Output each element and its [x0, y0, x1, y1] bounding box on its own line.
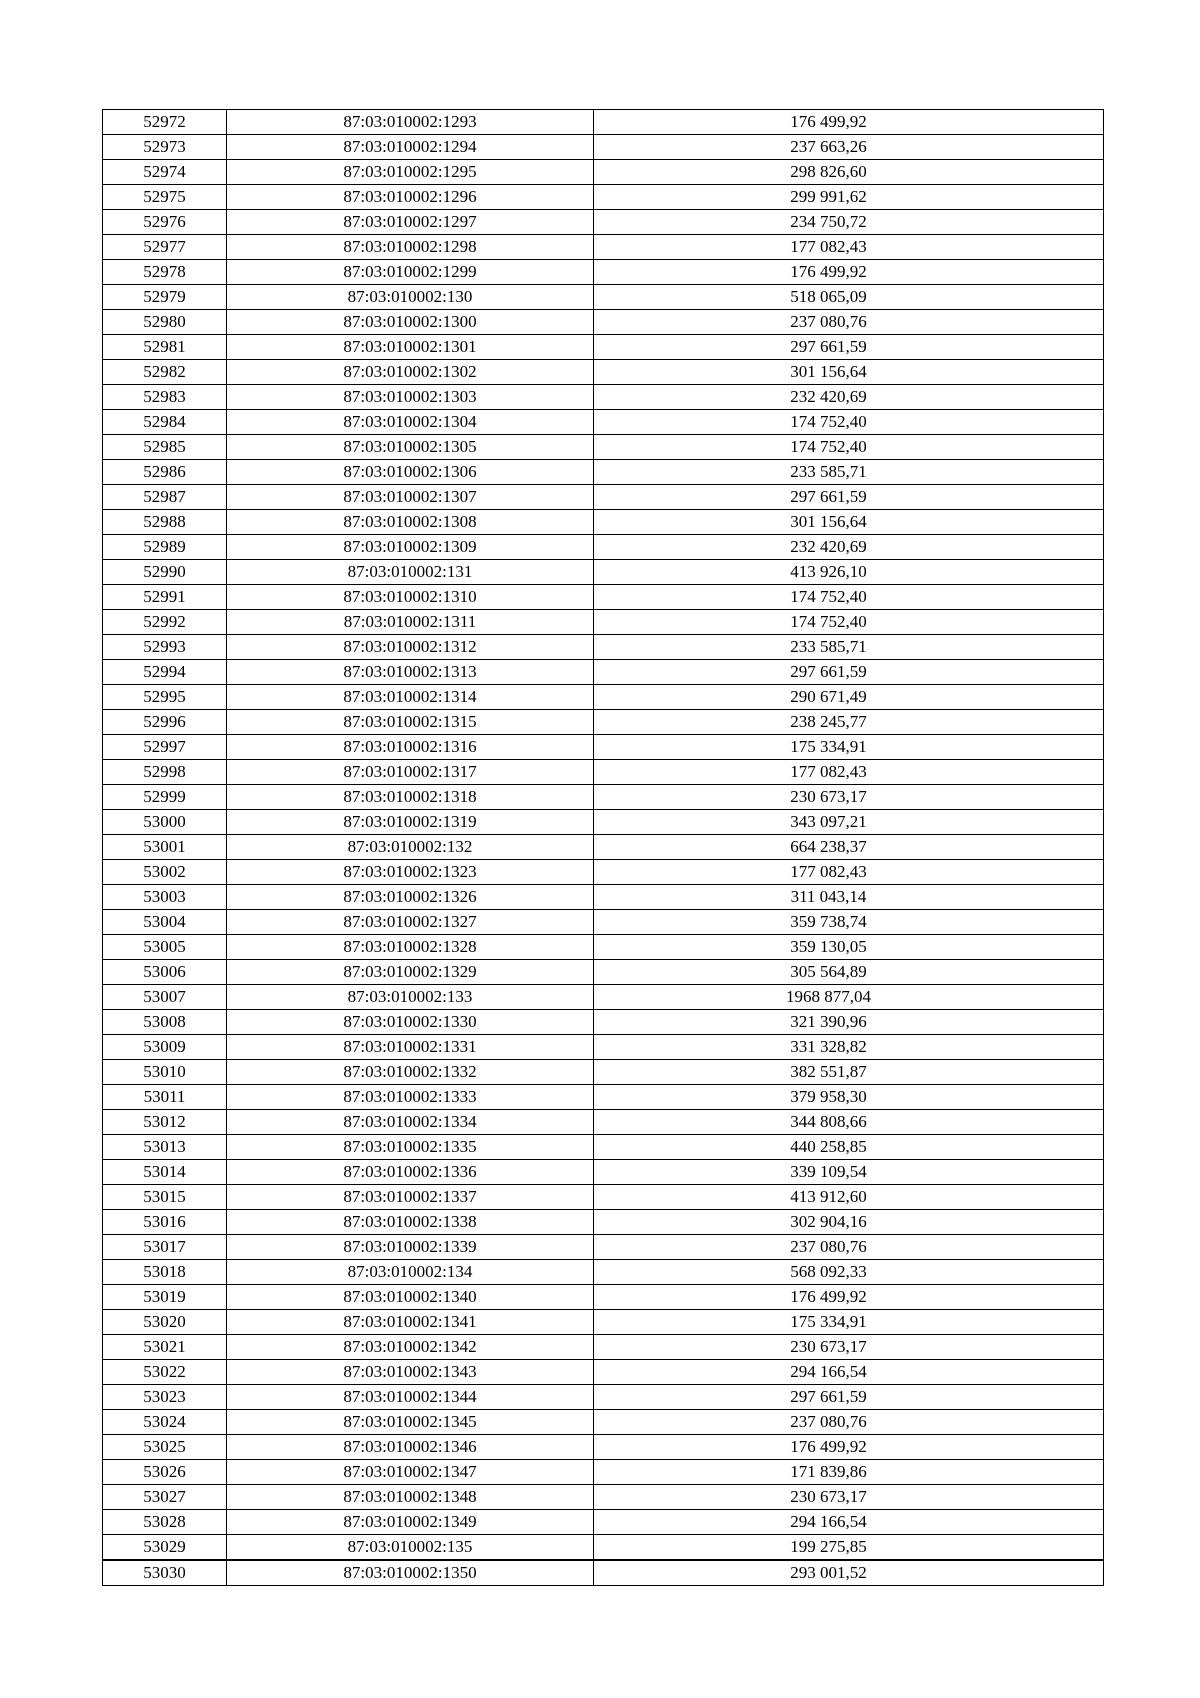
row-number-cell: 52973: [103, 135, 227, 160]
cadastral-value-cell: 237 080,76: [594, 310, 1104, 335]
cadastral-value-cell: 175 334,91: [594, 735, 1104, 760]
table-row: [103, 260, 1104, 285]
cadastral-number-cell: 87:03:010002:1299: [227, 260, 594, 285]
row-number-cell: 53028: [103, 1510, 227, 1535]
table-row: [103, 1085, 1104, 1110]
cadastral-value-cell: 301 156,64: [594, 360, 1104, 385]
row-number-cell: 52996: [103, 710, 227, 735]
cadastral-number-cell: 87:03:010002:130: [227, 285, 594, 310]
cadastral-value-cell: 298 826,60: [594, 160, 1104, 185]
cadastral-value-cell: 174 752,40: [594, 610, 1104, 635]
row-number-cell: 53004: [103, 910, 227, 935]
row-number-cell: 52984: [103, 410, 227, 435]
cadastral-number-cell: 87:03:010002:1330: [227, 1010, 594, 1035]
table-row: [103, 860, 1104, 885]
cadastral-value-cell: 230 673,17: [594, 785, 1104, 810]
cadastral-number-cell: 87:03:010002:1346: [227, 1435, 594, 1460]
table-row: [103, 1335, 1104, 1360]
cadastral-value-cell: 321 390,96: [594, 1010, 1104, 1035]
row-number-cell: 53003: [103, 885, 227, 910]
table-row: [103, 910, 1104, 935]
row-number-cell: 52997: [103, 735, 227, 760]
cadastral-number-cell: 87:03:010002:1311: [227, 610, 594, 635]
cadastral-value-cell: 230 673,17: [594, 1485, 1104, 1510]
cadastral-number-cell: 87:03:010002:1349: [227, 1510, 594, 1535]
row-number-cell: 53012: [103, 1110, 227, 1135]
table-row: [103, 1310, 1104, 1335]
row-number-cell: 52979: [103, 285, 227, 310]
cadastral-value-cell: 177 082,43: [594, 860, 1104, 885]
cadastral-number-cell: 87:03:010002:1317: [227, 760, 594, 785]
cadastral-number-cell: 87:03:010002:1314: [227, 685, 594, 710]
cadastral-value-cell: 440 258,85: [594, 1135, 1104, 1160]
row-number-cell: 53016: [103, 1210, 227, 1235]
table-row: [103, 1410, 1104, 1435]
cadastral-number-cell: 87:03:010002:1304: [227, 410, 594, 435]
cadastral-number-cell: 87:03:010002:1345: [227, 1410, 594, 1435]
table-row: [103, 285, 1104, 310]
cadastral-number-cell: 87:03:010002:1303: [227, 385, 594, 410]
row-number-cell: 53008: [103, 1010, 227, 1035]
row-number-cell: 52987: [103, 485, 227, 510]
cadastral-number-cell: 87:03:010002:1329: [227, 960, 594, 985]
table-row: [103, 185, 1104, 210]
row-number-cell: 53014: [103, 1160, 227, 1185]
table-row: [103, 510, 1104, 535]
cadastral-number-cell: 87:03:010002:1340: [227, 1285, 594, 1310]
cadastral-number-cell: 87:03:010002:131: [227, 560, 594, 585]
cadastral-value-cell: 174 752,40: [594, 585, 1104, 610]
cadastral-value-cell: 294 166,54: [594, 1510, 1104, 1535]
table-row: [103, 1035, 1104, 1060]
row-number-cell: 52975: [103, 185, 227, 210]
row-number-cell: 52990: [103, 560, 227, 585]
table-row: [103, 610, 1104, 635]
table-row: [103, 1435, 1104, 1460]
row-number-cell: 53005: [103, 935, 227, 960]
cadastral-number-cell: 87:03:010002:1323: [227, 860, 594, 885]
cadastral-value-cell: 230 673,17: [594, 1335, 1104, 1360]
table-row: [103, 1485, 1104, 1510]
table-row: [103, 885, 1104, 910]
table-row: [103, 1460, 1104, 1485]
cadastral-number-cell: 87:03:010002:1296: [227, 185, 594, 210]
row-number-cell: 52972: [103, 110, 227, 135]
row-number-cell: 53007: [103, 985, 227, 1010]
cadastral-value-cell: 344 808,66: [594, 1110, 1104, 1135]
cadastral-number-cell: 87:03:010002:1307: [227, 485, 594, 510]
table-row: [103, 460, 1104, 485]
row-number-cell: 52999: [103, 785, 227, 810]
cadastral-value-cell: 290 671,49: [594, 685, 1104, 710]
row-number-cell: 52991: [103, 585, 227, 610]
table-row: [103, 585, 1104, 610]
cadastral-number-cell: 87:03:010002:1331: [227, 1035, 594, 1060]
row-number-cell: 53001: [103, 835, 227, 860]
row-number-cell: 52976: [103, 210, 227, 235]
row-number-cell: 53021: [103, 1335, 227, 1360]
row-number-cell: 53013: [103, 1135, 227, 1160]
cadastral-value-cell: 234 750,72: [594, 210, 1104, 235]
row-number-cell: 52974: [103, 160, 227, 185]
row-number-cell: 53023: [103, 1385, 227, 1410]
row-number-cell: 52980: [103, 310, 227, 335]
cadastral-value-cell: 199 275,85: [594, 1535, 1104, 1561]
cadastral-number-cell: 87:03:010002:1302: [227, 360, 594, 385]
row-number-cell: 53024: [103, 1410, 227, 1435]
cadastral-value-cell: 293 001,52: [594, 1560, 1104, 1586]
cadastral-value-cell: 302 904,16: [594, 1210, 1104, 1235]
cadastral-value-cell: 237 663,26: [594, 135, 1104, 160]
cadastral-number-cell: 87:03:010002:1341: [227, 1310, 594, 1335]
cadastral-number-cell: 87:03:010002:1308: [227, 510, 594, 535]
row-number-cell: 53020: [103, 1310, 227, 1335]
row-number-cell: 53015: [103, 1185, 227, 1210]
cadastral-value-cell: 297 661,59: [594, 335, 1104, 360]
cadastral-value-cell: 174 752,40: [594, 435, 1104, 460]
table-row: [103, 1385, 1104, 1410]
cadastral-number-cell: 87:03:010002:1305: [227, 435, 594, 460]
cadastral-value-cell: 301 156,64: [594, 510, 1104, 535]
cadastral-value-cell: 176 499,92: [594, 1285, 1104, 1310]
table-body: [103, 110, 1104, 1586]
cadastral-value-cell: 174 752,40: [594, 410, 1104, 435]
row-number-cell: 53029: [103, 1535, 227, 1561]
table-row: [103, 1160, 1104, 1185]
cadastral-value-cell: 331 328,82: [594, 1035, 1104, 1060]
table-row: [103, 1285, 1104, 1310]
table-row: [103, 1210, 1104, 1235]
cadastral-value-cell: 299 991,62: [594, 185, 1104, 210]
row-number-cell: 52989: [103, 535, 227, 560]
table-row: [103, 1260, 1104, 1285]
table-row: [103, 210, 1104, 235]
cadastral-value-cell: 1968 877,04: [594, 985, 1104, 1010]
cadastral-number-cell: 87:03:010002:1294: [227, 135, 594, 160]
cadastral-number-cell: 87:03:010002:1310: [227, 585, 594, 610]
cadastral-number-cell: 87:03:010002:1295: [227, 160, 594, 185]
cadastral-number-cell: 87:03:010002:1309: [227, 535, 594, 560]
cadastral-value-cell: 175 334,91: [594, 1310, 1104, 1335]
row-number-cell: 53027: [103, 1485, 227, 1510]
cadastral-number-cell: 87:03:010002:135: [227, 1535, 594, 1561]
cadastral-number-cell: 87:03:010002:1319: [227, 810, 594, 835]
cadastral-number-cell: 87:03:010002:1328: [227, 935, 594, 960]
table-row: [103, 535, 1104, 560]
row-number-cell: 52993: [103, 635, 227, 660]
cadastral-number-cell: 87:03:010002:1333: [227, 1085, 594, 1110]
cadastral-value-cell: 232 420,69: [594, 535, 1104, 560]
table-row: [103, 335, 1104, 360]
table-row: [103, 660, 1104, 685]
row-number-cell: 52995: [103, 685, 227, 710]
table-row: [103, 485, 1104, 510]
cadastral-value-cell: 413 912,60: [594, 1185, 1104, 1210]
row-number-cell: 52983: [103, 385, 227, 410]
cadastral-number-cell: 87:03:010002:1297: [227, 210, 594, 235]
cadastral-value-cell: 237 080,76: [594, 1235, 1104, 1260]
cadastral-value-cell: 238 245,77: [594, 710, 1104, 735]
cadastral-value-cell: 305 564,89: [594, 960, 1104, 985]
row-number-cell: 52977: [103, 235, 227, 260]
table-row: [103, 1235, 1104, 1260]
cadastral-number-cell: 87:03:010002:1338: [227, 1210, 594, 1235]
cadastral-number-cell: 87:03:010002:1336: [227, 1160, 594, 1185]
table-row: [103, 135, 1104, 160]
cadastral-value-cell: 568 092,33: [594, 1260, 1104, 1285]
cadastral-number-cell: 87:03:010002:1300: [227, 310, 594, 335]
row-number-cell: 53006: [103, 960, 227, 985]
table-row: [103, 235, 1104, 260]
table-row: [103, 985, 1104, 1010]
table-row: [103, 1510, 1104, 1535]
cadastral-number-cell: 87:03:010002:1293: [227, 110, 594, 135]
cadastral-number-cell: 87:03:010002:134: [227, 1260, 594, 1285]
cadastral-value-table: [102, 109, 1104, 1586]
cadastral-value-cell: 176 499,92: [594, 110, 1104, 135]
row-number-cell: 53000: [103, 810, 227, 835]
cadastral-value-cell: 297 661,59: [594, 1385, 1104, 1410]
cadastral-number-cell: 87:03:010002:1344: [227, 1385, 594, 1410]
table-row: [103, 435, 1104, 460]
row-number-cell: 52998: [103, 760, 227, 785]
cadastral-value-cell: 379 958,30: [594, 1085, 1104, 1110]
table-row: [103, 1010, 1104, 1035]
table-row: [103, 1060, 1104, 1085]
cadastral-value-cell: 359 130,05: [594, 935, 1104, 960]
row-number-cell: 52988: [103, 510, 227, 535]
table-row: [103, 735, 1104, 760]
row-number-cell: 52978: [103, 260, 227, 285]
cadastral-value-cell: 176 499,92: [594, 260, 1104, 285]
cadastral-value-cell: 359 738,74: [594, 910, 1104, 935]
table-row: [103, 835, 1104, 860]
cadastral-value-cell: 233 585,71: [594, 635, 1104, 660]
cadastral-number-cell: 87:03:010002:1342: [227, 1335, 594, 1360]
cadastral-value-cell: 232 420,69: [594, 385, 1104, 410]
row-number-cell: 52982: [103, 360, 227, 385]
table-row: [103, 1535, 1104, 1561]
cadastral-number-cell: 87:03:010002:1347: [227, 1460, 594, 1485]
table-row: [103, 710, 1104, 735]
table-row: [103, 160, 1104, 185]
table-row: [103, 560, 1104, 585]
row-number-cell: 53011: [103, 1085, 227, 1110]
table-row: [103, 360, 1104, 385]
table-row: [103, 935, 1104, 960]
table-row: [103, 1110, 1104, 1135]
cadastral-value-cell: 311 043,14: [594, 885, 1104, 910]
table-row: [103, 635, 1104, 660]
cadastral-number-cell: 87:03:010002:1316: [227, 735, 594, 760]
cadastral-value-cell: 177 082,43: [594, 760, 1104, 785]
table-row: [103, 1135, 1104, 1160]
cadastral-value-cell: 233 585,71: [594, 460, 1104, 485]
cadastral-value-cell: 339 109,54: [594, 1160, 1104, 1185]
cadastral-number-cell: 87:03:010002:1343: [227, 1360, 594, 1385]
table-row: [103, 685, 1104, 710]
row-number-cell: 52981: [103, 335, 227, 360]
cadastral-value-cell: 294 166,54: [594, 1360, 1104, 1385]
cadastral-number-cell: 87:03:010002:1348: [227, 1485, 594, 1510]
cadastral-value-cell: 518 065,09: [594, 285, 1104, 310]
table-row: [103, 1360, 1104, 1385]
cadastral-number-cell: 87:03:010002:1334: [227, 1110, 594, 1135]
cadastral-value-cell: 177 082,43: [594, 235, 1104, 260]
cadastral-number-cell: 87:03:010002:1318: [227, 785, 594, 810]
cadastral-number-cell: 87:03:010002:1301: [227, 335, 594, 360]
table-row: [103, 760, 1104, 785]
table-row: [103, 1185, 1104, 1210]
cadastral-value-cell: 664 238,37: [594, 835, 1104, 860]
cadastral-number-cell: 87:03:010002:1327: [227, 910, 594, 935]
table-row: [103, 410, 1104, 435]
table-row: [103, 1560, 1104, 1586]
cadastral-value-cell: 171 839,86: [594, 1460, 1104, 1485]
cadastral-number-cell: 87:03:010002:133: [227, 985, 594, 1010]
cadastral-value-cell: 382 551,87: [594, 1060, 1104, 1085]
table-row: [103, 110, 1104, 135]
row-number-cell: 53025: [103, 1435, 227, 1460]
row-number-cell: 53002: [103, 860, 227, 885]
cadastral-value-cell: 297 661,59: [594, 485, 1104, 510]
row-number-cell: 52994: [103, 660, 227, 685]
cadastral-number-cell: 87:03:010002:1350: [227, 1560, 594, 1586]
row-number-cell: 53026: [103, 1460, 227, 1485]
row-number-cell: 52985: [103, 435, 227, 460]
cadastral-number-cell: 87:03:010002:1315: [227, 710, 594, 735]
cadastral-number-cell: 87:03:010002:1306: [227, 460, 594, 485]
cadastral-value-cell: 176 499,92: [594, 1435, 1104, 1460]
row-number-cell: 53010: [103, 1060, 227, 1085]
row-number-cell: 52986: [103, 460, 227, 485]
table-row: [103, 810, 1104, 835]
cadastral-value-cell: 237 080,76: [594, 1410, 1104, 1435]
table-row: [103, 960, 1104, 985]
row-number-cell: 53022: [103, 1360, 227, 1385]
cadastral-value-cell: 413 926,10: [594, 560, 1104, 585]
row-number-cell: 53030: [103, 1560, 227, 1586]
cadastral-number-cell: 87:03:010002:1339: [227, 1235, 594, 1260]
cadastral-number-cell: 87:03:010002:1332: [227, 1060, 594, 1085]
cadastral-number-cell: 87:03:010002:1313: [227, 660, 594, 685]
cadastral-number-cell: 87:03:010002:1326: [227, 885, 594, 910]
cadastral-number-cell: 87:03:010002:1337: [227, 1185, 594, 1210]
row-number-cell: 52992: [103, 610, 227, 635]
row-number-cell: 53018: [103, 1260, 227, 1285]
row-number-cell: 53017: [103, 1235, 227, 1260]
table-row: [103, 385, 1104, 410]
cadastral-number-cell: 87:03:010002:1335: [227, 1135, 594, 1160]
cadastral-number-cell: 87:03:010002:1312: [227, 635, 594, 660]
table-row: [103, 310, 1104, 335]
row-number-cell: 53009: [103, 1035, 227, 1060]
cadastral-value-cell: 297 661,59: [594, 660, 1104, 685]
cadastral-number-cell: 87:03:010002:132: [227, 835, 594, 860]
cadastral-number-cell: 87:03:010002:1298: [227, 235, 594, 260]
table-row: [103, 785, 1104, 810]
cadastral-value-cell: 343 097,21: [594, 810, 1104, 835]
row-number-cell: 53019: [103, 1285, 227, 1310]
